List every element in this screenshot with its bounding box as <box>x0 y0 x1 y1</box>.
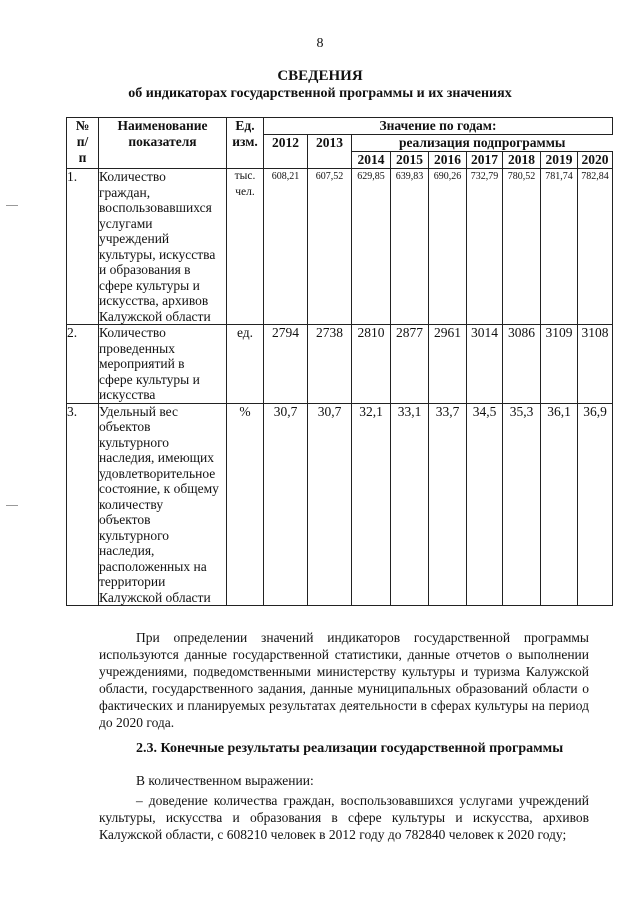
name-line: услугами <box>99 215 153 231</box>
header-values-by-year: Значение по годам: <box>264 118 613 135</box>
header-text: показателя <box>128 134 197 149</box>
value-cell: 782,84 <box>578 169 613 325</box>
value-cell: 608,21 <box>264 169 308 325</box>
value-cell: 36,9 <box>578 403 613 606</box>
value-cell: 36,1 <box>541 403 578 606</box>
paragraph-quantitative: В количественном выражении: <box>136 773 314 788</box>
table-row <box>67 325 613 404</box>
value-cell: 2794 <box>264 325 308 404</box>
unit-line: чел. <box>235 185 255 198</box>
margin-mark <box>6 505 18 506</box>
value-cell: 3108 <box>578 325 613 404</box>
header-text: Ед. <box>235 118 255 133</box>
paragraph-target-visitors: – доведение количества граждан, воспользовавшихся услугами учреждений культуры, искусства и образования в сфере культуры и искусства, архивов Калужской области, с 608210 человек в 2012 году до 782840 человек к 2020 году; <box>99 793 589 842</box>
name-line: учреждений <box>99 231 170 246</box>
title-line-1: СВЕДЕНИЯ <box>277 68 363 84</box>
name-line: воспользовавшихся <box>99 200 212 215</box>
value-cell: 2738 <box>308 325 352 404</box>
name-line: Количество <box>99 169 166 184</box>
value-cell: 639,83 <box>391 169 429 325</box>
table-row <box>67 403 613 606</box>
header-text: № <box>75 118 90 133</box>
header-number <box>67 118 99 169</box>
value-cell: 732,79 <box>467 169 503 325</box>
name-line: наследия, <box>99 543 155 558</box>
row-number: 1. <box>67 169 99 325</box>
value-cell: 2810 <box>352 325 391 404</box>
value-cell: 35,3 <box>503 403 541 606</box>
value-cell: 780,52 <box>503 169 541 325</box>
header-year: 2017 <box>467 152 503 169</box>
name-line: Калужской области <box>99 589 211 605</box>
name-line: граждан, <box>99 184 151 200</box>
name-line: проведенных <box>99 340 175 356</box>
unit-line: ед. <box>236 325 254 340</box>
name-line: культуры, искусства <box>99 246 216 262</box>
name-line: объектов <box>99 419 151 434</box>
row-number: 2. <box>67 325 99 404</box>
name-line: удовлетворительное <box>99 465 216 481</box>
name-line: Удельный вес <box>99 403 178 419</box>
name-line: культурного <box>99 434 170 450</box>
header-year: 2015 <box>391 152 429 169</box>
name-line: Количество <box>99 325 166 340</box>
value-cell: 33,7 <box>429 403 467 606</box>
row-number: 3. <box>67 403 99 606</box>
unit-cell <box>227 169 264 325</box>
value-cell: 30,7 <box>308 403 352 606</box>
header-year: 2020 <box>578 152 613 169</box>
value-cell: 3109 <box>541 325 578 404</box>
header-unit <box>227 118 264 169</box>
value-cell: 34,5 <box>467 403 503 606</box>
name-line: сфере культуры и <box>99 277 200 293</box>
header-text: п <box>78 150 87 165</box>
value-cell: 3086 <box>503 325 541 404</box>
name-line: и образования в <box>99 262 191 277</box>
page-number: 8 <box>316 36 324 51</box>
name-line: искусства <box>99 387 156 402</box>
document-title <box>0 68 640 102</box>
header-year: 2018 <box>503 152 541 169</box>
name-line: Калужской области <box>99 308 211 324</box>
indicators-table <box>66 117 613 606</box>
header-text: изм. <box>232 134 258 149</box>
name-line: сфере культуры и <box>99 371 200 387</box>
name-line: состояние, к общему <box>99 481 219 496</box>
value-cell: 2877 <box>391 325 429 404</box>
name-line: культурного <box>99 527 170 543</box>
header-year: 2013 <box>308 135 352 169</box>
header-text: п/ <box>76 134 89 149</box>
margin-mark <box>6 205 18 206</box>
name-line: территории <box>99 574 166 589</box>
name-line: количеству <box>99 496 164 512</box>
name-line: искусства, архивов <box>99 293 209 308</box>
header-year: 2016 <box>429 152 467 169</box>
unit-cell <box>227 325 264 404</box>
name-line: мероприятий в <box>99 356 185 371</box>
value-cell: 32,1 <box>352 403 391 606</box>
section-heading: 2.3. Конечные результаты реализации государственной программы <box>136 741 564 756</box>
value-cell: 33,1 <box>391 403 429 606</box>
name-line: расположенных на <box>99 558 207 574</box>
indicator-name <box>99 403 227 606</box>
header-year: 2012 <box>264 135 308 169</box>
value-cell: 629,85 <box>352 169 391 325</box>
unit-cell <box>227 403 264 606</box>
value-cell: 3014 <box>467 325 503 404</box>
header-year: 2014 <box>352 152 391 169</box>
paragraph-indicator-sources: При определении значений индикаторов государственной программы используются данные государственной статистики, данные отчетов о выполнении учреждениями, подведомственными министерству культуры и туризма Калужской области, государственного задания, данные муниципальных образований области о фактических и планируемых результатах деятельности в сферах культуры на период до 2020 года. <box>99 630 589 730</box>
indicator-name <box>99 325 227 404</box>
table-row <box>67 169 613 325</box>
unit-line: тыс. <box>234 170 256 182</box>
value-cell: 2961 <box>429 325 467 404</box>
indicator-name <box>99 169 227 325</box>
name-line: наследия, имеющих <box>99 450 215 465</box>
unit-line: % <box>239 403 251 419</box>
title-line-2: об индикаторах государственной программы и их значениях <box>128 86 512 101</box>
header-subprogram: реализация подпрограммы <box>352 135 613 152</box>
header-text: Наименование <box>117 118 208 133</box>
value-cell: 30,7 <box>264 403 308 606</box>
header-name <box>99 118 227 169</box>
name-line: объектов <box>99 512 151 527</box>
value-cell: 781,74 <box>541 169 578 325</box>
value-cell: 607,52 <box>308 169 352 325</box>
value-cell: 690,26 <box>429 169 467 325</box>
header-year: 2019 <box>541 152 578 169</box>
